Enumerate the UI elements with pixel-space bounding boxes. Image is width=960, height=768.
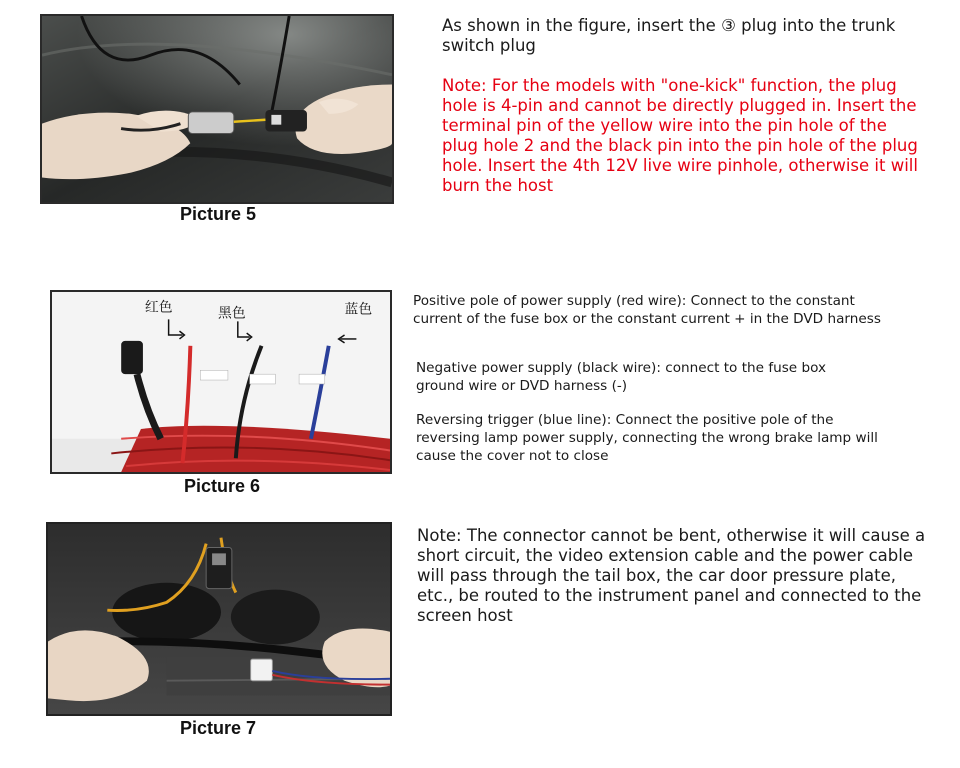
picture-7-caption: Picture 7 — [180, 718, 257, 738]
picture-5-photo — [40, 14, 394, 204]
label-blue: 蓝色 — [344, 301, 373, 318]
one-kick-note: Note: For the models with "one-kick" function, the plug hole is 4-pin and cannot be directly plugged in. Insert the terminal pin of the yellow wire into the pin hole of the plug hole 2 and the black pin into the pin hole of the plug hole. Insert the 4th 12V live wire pinhole, otherwise it will burn the host — [442, 76, 918, 195]
negative-pole-text: Negative power supply (black wire): connect to the fuse box ground wire or DVD harness (-) — [416, 360, 827, 394]
connector-note: Note: The connector cannot be bent, otherwise it will cause a short circuit, the video extension cable and the power cable will pass through the tail box, the car door pressure plate, etc., be routed to the instrument panel and connected to the screen host — [417, 526, 926, 625]
picture-5-caption: Picture 5 — [180, 204, 257, 224]
positive-pole-text: Positive pole of power supply (red wire): Connect to the constant current of the fuse box or the constant current + in the DVD harness — [413, 293, 881, 327]
picture-6-photo — [50, 290, 392, 474]
reversing-trigger-text: Reversing trigger (blue line): Connect the positive pole of the reversing lamp power supply, connecting the wrong brake lamp will cause the cover not to close — [416, 412, 878, 464]
picture-5-instruction: As shown in the figure, insert the ③ plug into the trunk switch plug — [442, 16, 896, 55]
label-red: 红色 — [144, 299, 173, 316]
label-black: 黑色 — [218, 305, 246, 322]
picture-7-photo — [46, 522, 392, 716]
picture-6-caption: Picture 6 — [184, 476, 261, 496]
